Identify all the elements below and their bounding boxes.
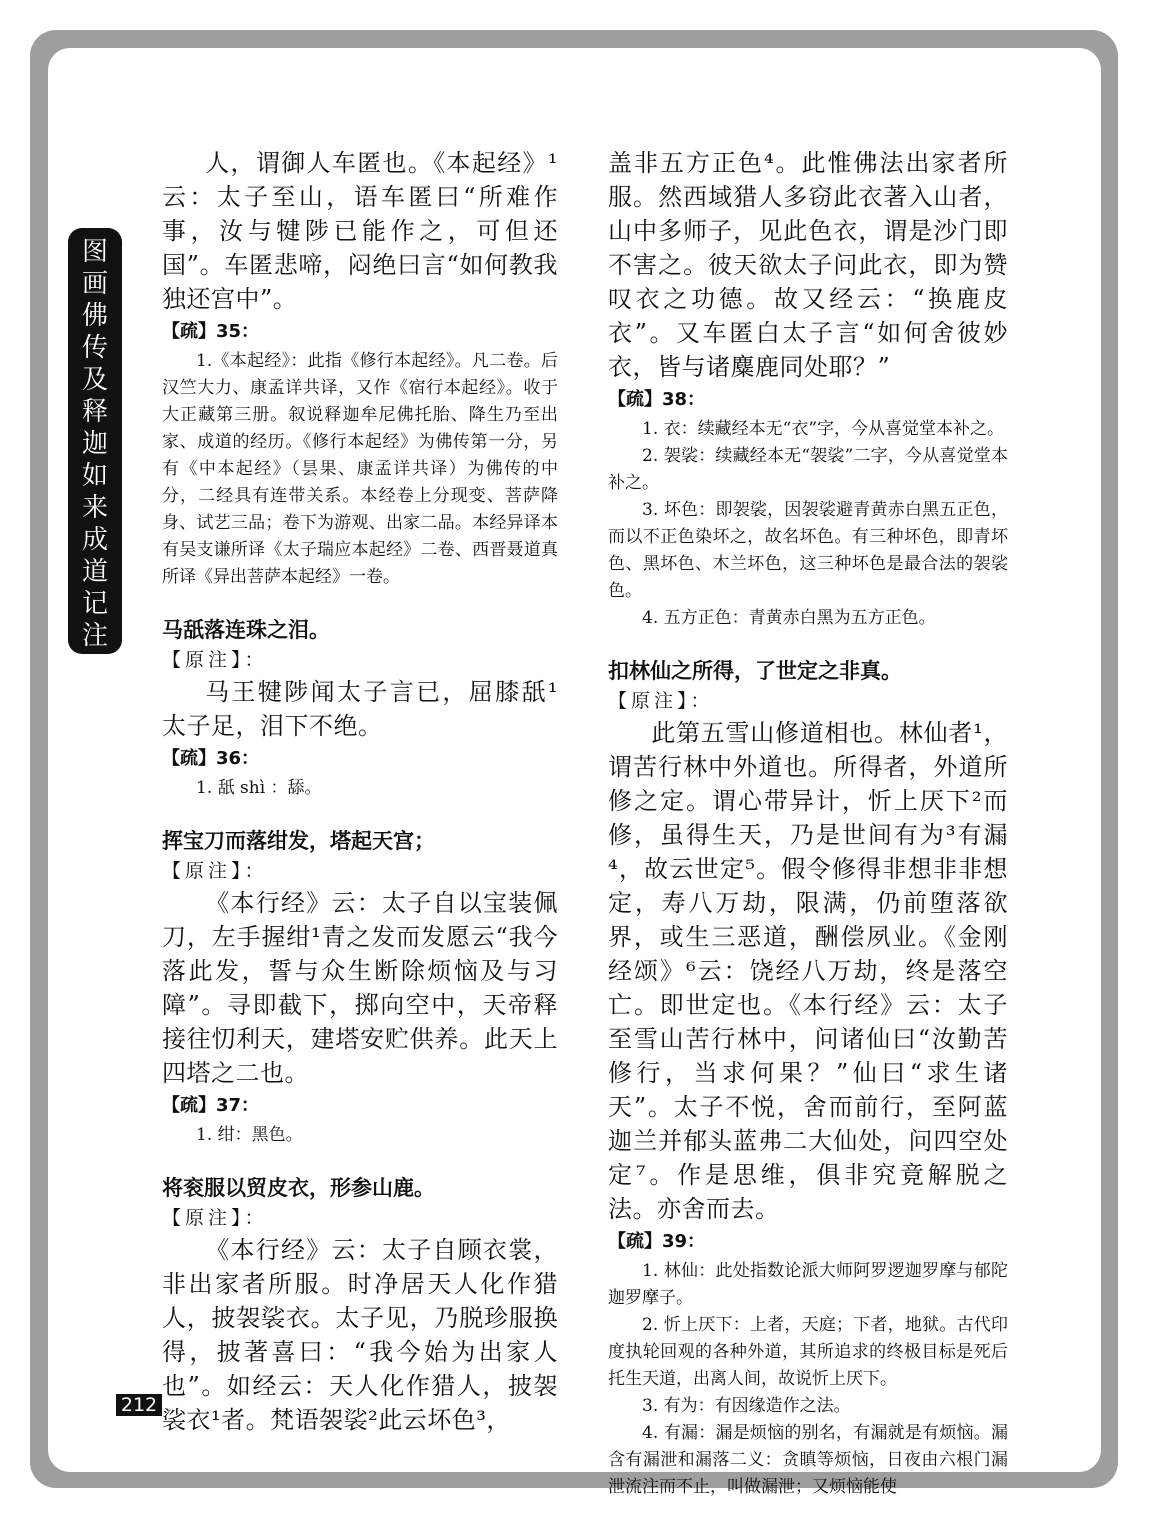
paragraph: 《本行经》云：太子自以宝装佩刀，左手握绀¹青之发而发愿云“我今落此发，誓与众生断除烦恼及与习障”。寻即截下，掷向空中，天帝释接往忉利天，建塔安贮供养。此天上四塔之二也。 [162, 889, 558, 1087]
footnote: 3. 有为：有因缘造作之法。 [642, 1396, 851, 1416]
commentary-label: 【疏】37： [162, 1095, 260, 1116]
footnote: 1. 林仙：此处指数论派大师阿罗逻迦罗摩与郁陀迦罗摩子。 [608, 1261, 1008, 1308]
section-heading: 挥宝刀而落绀发，塔起天宫； [162, 829, 435, 853]
paragraph: 《本行经》云：太子自顾衣裳，非出家者所服。时净居天人化作猎人，披袈裟衣。太子见，乃脱珍服换得，披著喜曰：“我今始为出家人也”。如经云：天人化作猎人，披袈裟衣¹者。梵语袈裟²此云坏色³， [162, 1236, 558, 1434]
commentary-label: 【疏】36： [162, 748, 260, 769]
footnote: 1. 衣：续藏经本无“衣”字，今从喜觉堂本补之。 [642, 419, 1005, 439]
footnote: 4. 五方正色：青黄赤白黑为五方正色。 [642, 608, 936, 628]
paragraph: 此第五雪山修道相也。林仙者¹，谓苦行林中外道也。所得者，外道所修之定。谓心带异计，忻上厌下²而修，虽得生天，乃是世间有为³有漏⁴，故云世定⁵。假令修得非想非非想定，寿八万劫，限满，仍前堕落欲界，或生三恶道，酬偿夙业。《金刚经颂》⁶云：饶经八万劫，终是落空亡。即世定也。《本行经》云：太子至雪山苦行林中，问诸仙曰“汝勤苦修行，当求何果？”仙曰“求生诸天”。太子不悦，舍而前行，至阿蓝迦兰并郁头蓝弗二大仙处，问四空处定⁷。作是思维，俱非究竟解脱之法。亦舍而去。 [608, 719, 1008, 1223]
section-heading: 马舐落连珠之泪。 [162, 618, 330, 642]
original-note-label: 【原注】： [162, 1207, 268, 1229]
footnote: 2. 袈裟：续藏经本无“袈裟”二字，今从喜觉堂本补之。 [608, 446, 1008, 493]
footnote: 2. 忻上厌下：上者，天庭；下者，地狱。古代印度执轮回观的各种外道，其所追求的终极目标是死后托生天道，出离人间，故说忻上厌下。 [608, 1315, 1008, 1389]
original-note-label: 【原注】： [162, 860, 268, 882]
footnote: 1.《本起经》：此指《修行本起经》。凡二卷。后汉竺大力、康孟详共译，又作《宿行本起经》。收于大正藏第三册。叙说释迦牟尼佛托胎、降生乃至出家、成道的经历。《修行本起经》为佛传第一分，另有《中本起经》（昙果、康孟详共译）为佛传的中分，二经具有连带关系。本经卷上分现变、菩萨降身、试艺三品；卷下为游观、出家二品。本经异译本有吴支谦所译《太子瑞应本起经》二卷、西晋聂道真所译《异出菩萨本起经》一卷。 [162, 351, 558, 587]
commentary-label: 【疏】38： [608, 389, 706, 410]
footnote: 1. 舐 shì ：舔。 [196, 778, 322, 798]
paragraph: 盖非五方正色⁴。此惟佛法出家者所服。然西域猎人多窃此衣著入山者，山中多师子，见此色衣，谓是沙门即不害之。彼天欲太子问此衣，即为赞叹衣之功德。故又经云：“换鹿皮衣”。又车匿白太子言“如何舍彼妙衣，皆与诸麋鹿同处耶？” [608, 149, 1008, 381]
paragraph: 马王犍陟闻太子言已，屈膝舐¹太子足，泪下不绝。 [162, 678, 558, 740]
original-note-label: 【原注】： [608, 690, 714, 712]
left-column [162, 146, 558, 1437]
footnote: 4. 有漏：漏是烦恼的别名，有漏就是有烦恼。漏含有漏泄和漏落二义：贪瞋等烦恼，日夜由六根门漏泄流注而不止，叫做漏泄；又烦恼能使 [608, 1423, 1008, 1497]
commentary-label: 【疏】35： [162, 321, 260, 342]
page-number: 212 [116, 1394, 162, 1416]
section-heading: 将衮服以贸皮衣，形参山鹿。 [162, 1176, 435, 1200]
paragraph: 人，谓御人车匿也。《本起经》¹云：太子至山，语车匿曰“所难作事，汝与犍陟已能作之，可但还国”。车匿悲啼，闷绝曰言“如何教我独还宫中”。 [162, 149, 558, 313]
original-note-label: 【原注】： [162, 649, 268, 671]
right-column [608, 146, 1008, 1501]
section-heading: 扣林仙之所得，了世定之非真。 [608, 659, 902, 683]
footnote: 1. 绀：黑色。 [196, 1125, 303, 1145]
footnote: 3. 坏色：即袈裟，因袈裟避青黄赤白黑五正色，而以不正色染坏之，故名坏色。有三种坏色，即青坏色、黑坏色、木兰坏色，这三种坏色是最合法的袈裟色。 [608, 500, 1008, 601]
side-title: 图画佛传及释迦如来成道记注疏 [81, 237, 108, 683]
commentary-label: 【疏】39： [608, 1231, 706, 1252]
